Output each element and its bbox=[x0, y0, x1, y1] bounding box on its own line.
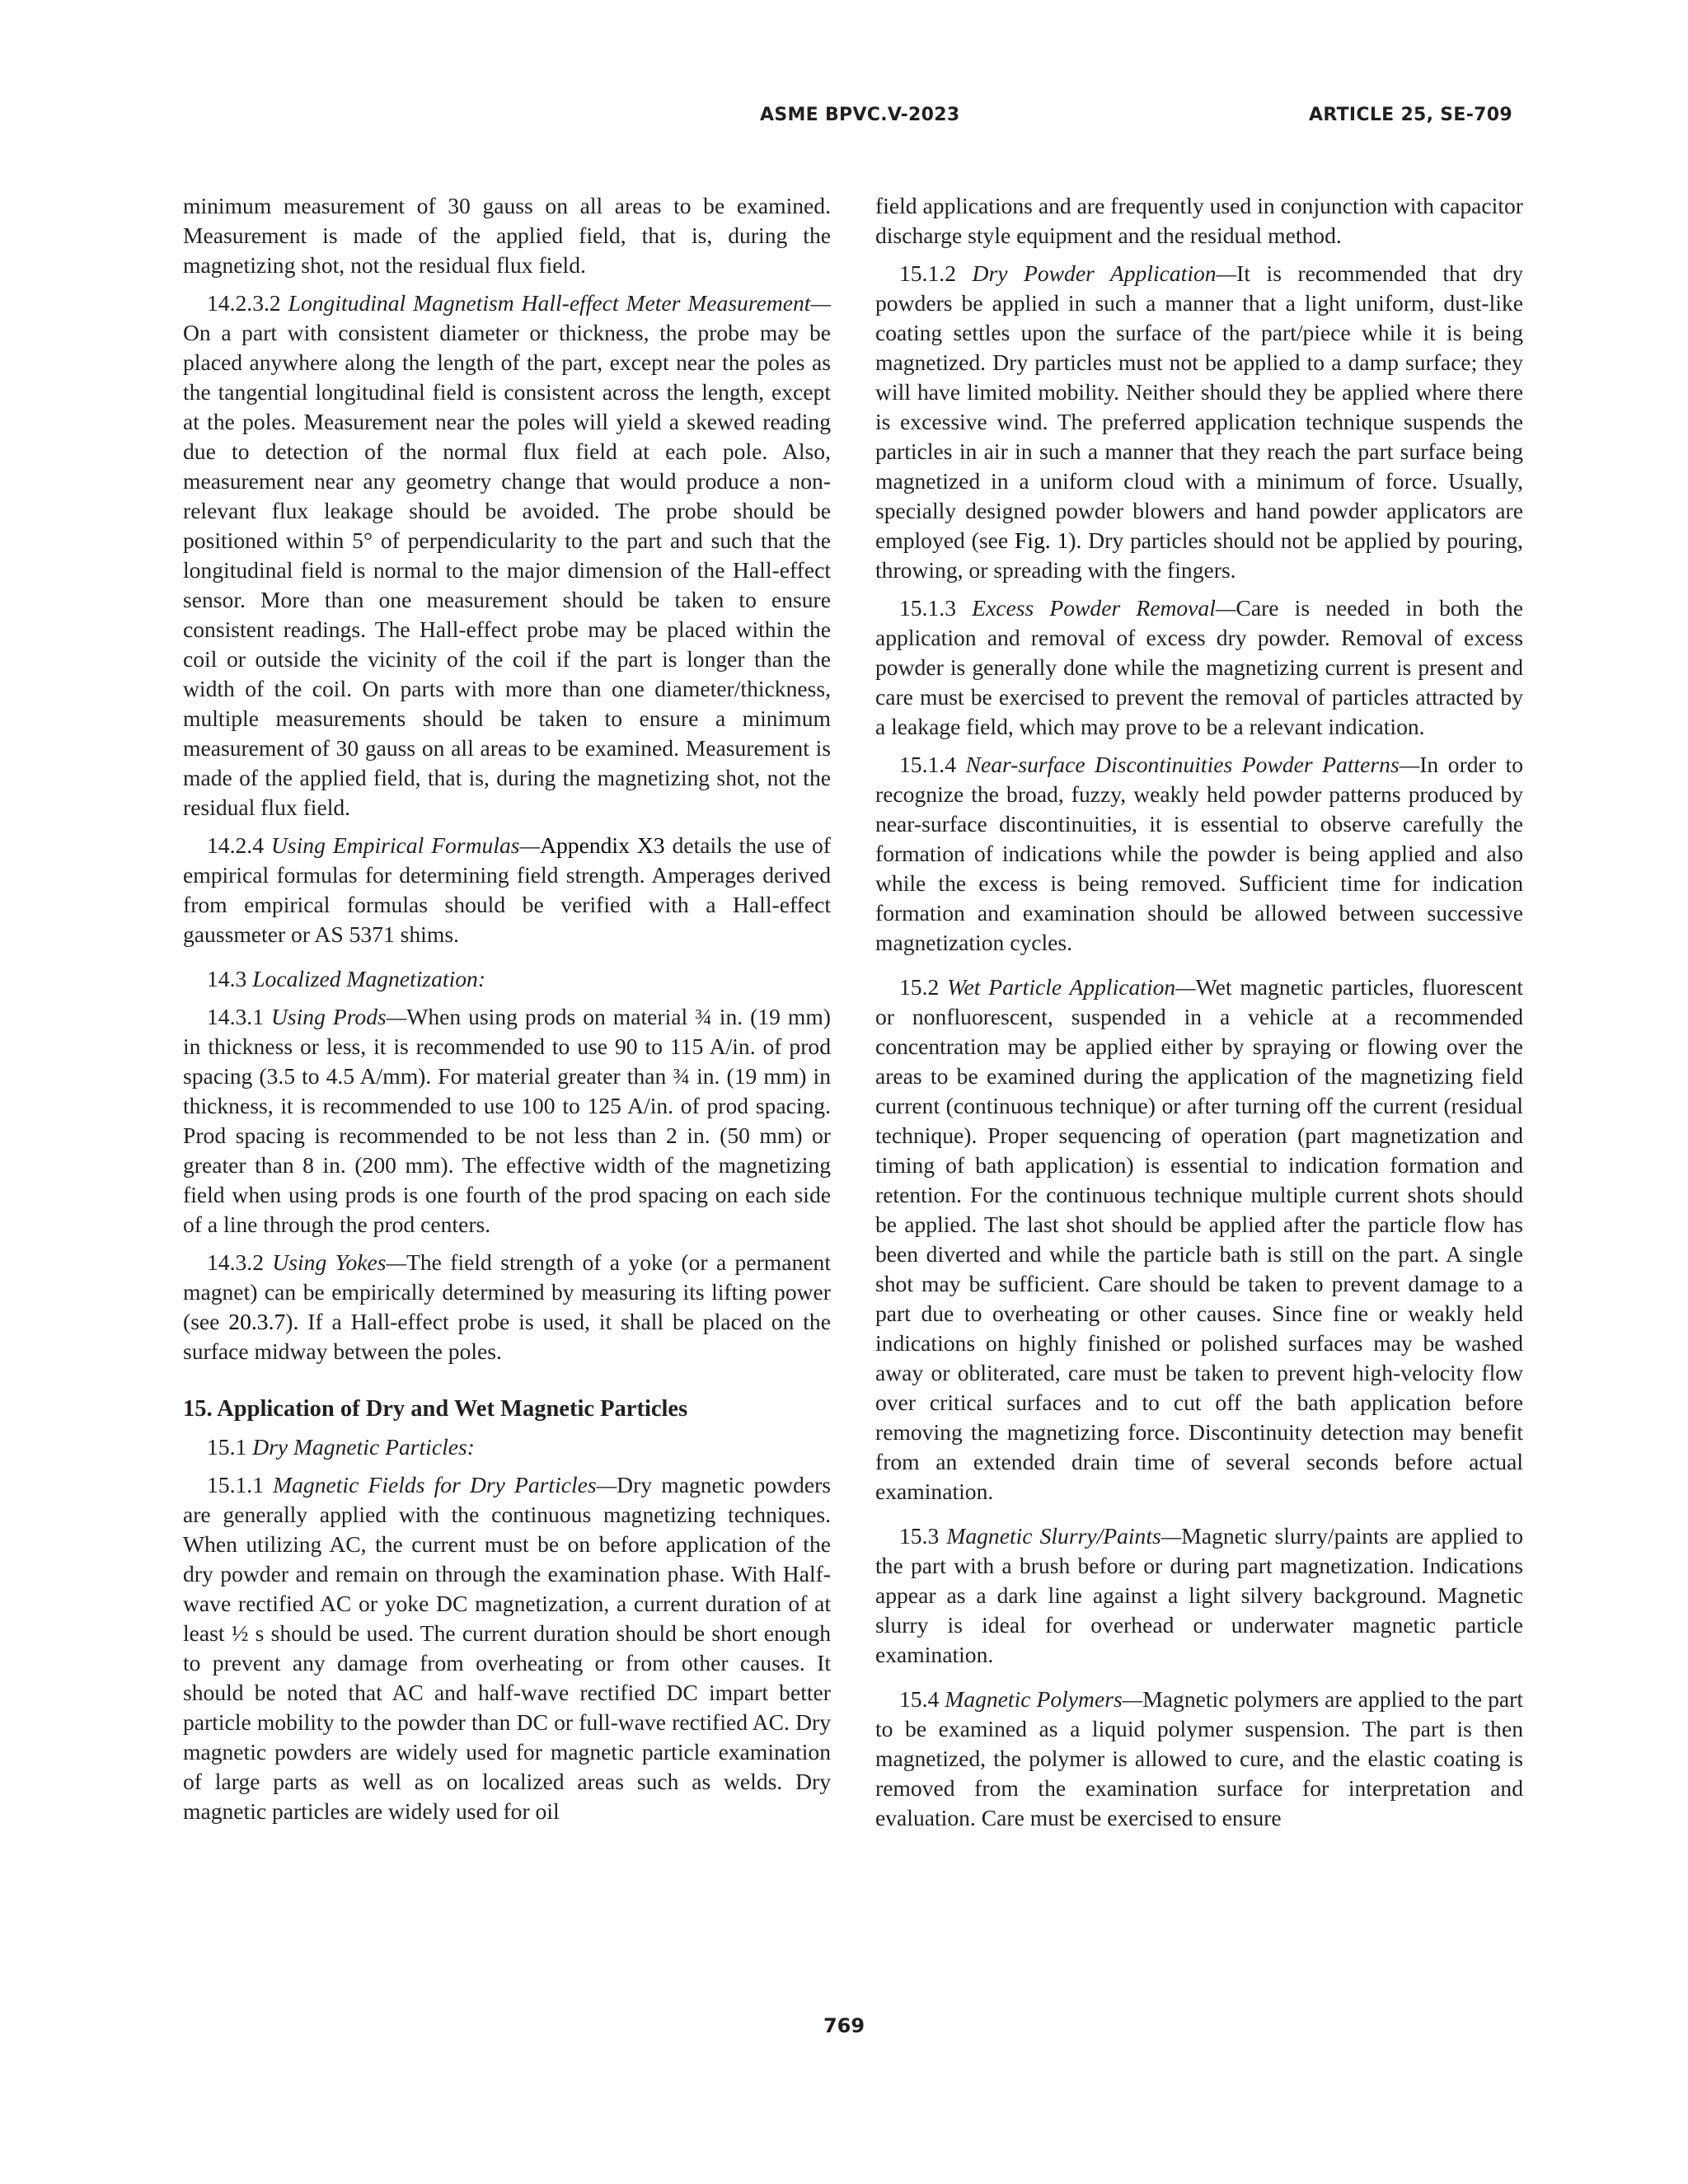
section-15-1-4: 15.1.4 Near-surface Discontinuities Powder Patterns—In order to recognize the broad, fuzzy, weakly held powder patterns produced by near-surface discontinuities, it is essential to observe carefully the formation of indications while the powder is being applied and also while the excess is being removed. Sufficient time for indication formation and examination should be allowed between successive magnetization cycles. bbox=[875, 752, 1524, 955]
section-15-2: 15.2 Wet Particle Application—Wet magnetic particles, fluorescent or nonfluorescent, suspended in a vehicle at a recommended concentration may be applied either by spraying or flowing over the areas to be examined during the application of the magnetizing field current (continuous technique) or after turning off the current (residual technique). Proper sequencing of operation (part magnetization and timing of bath application) is essential to indication formation and retention. For the continuous technique multiple current shots should be applied. The last shot should be applied after the particle flow has been diverted and while the particle bath is still on the part. A single shot may be sufficient. Care should be taken to prevent damage to a part due to overheating or other causes. Since fine or weakly held indications on highly finished or polished surfaces may be washed away or obliterated, care must be taken to prevent high-velocity flow over critical surfaces and to cut off the bath application before removing the magnetizing force. Discontinuity detection may benefit from an extended drain time of several seconds before actual examination. bbox=[875, 974, 1523, 1504]
paragraph-continuation-right: field applications and are frequently used in conjunction with capacitor discharge style equipment and the residual method. bbox=[875, 193, 1523, 248]
link-appendix-x3[interactable]: Appendix X3 bbox=[540, 832, 665, 858]
section-14-2-4: 14.2.4 Using Empirical Formulas—Appendix X3 details the use of empirical formulas for determining field strength. Amperages derived from empirical formulas should be verified with a Hall-effect gaussmeter or AS 5371 shims. bbox=[183, 832, 832, 947]
link-20-3-7[interactable]: 20.3.7 bbox=[228, 1309, 286, 1334]
left-column bbox=[183, 191, 831, 1826]
paragraph-continuation: minimum measurement of 30 gauss on all areas to be examined. Measurement is made of the applied field, that is, during the magnetizing shot, not the residual flux field. bbox=[183, 193, 831, 278]
section-15-1: 15.1 Dry Magnetic Particles: bbox=[207, 1434, 475, 1460]
page-number: 769 bbox=[823, 2014, 865, 2037]
section-15-1-2: 15.1.2 Dry Powder Application—It is recommended that dry powders be applied in such a manner that a light uniform, dust-like coating settles upon the surface of the part/piece while it is being magnetized. Dry particles must not be applied to a damp surface; they will have limited mobility. Neither should they be applied where there is excessive wind. The preferred application technique suspends the particles in air in such a manner that they reach the part surface being magnetized in a uniform cloud with a minimum of force. Usually, specially designed powder blowers and hand powder applicators are employed (see Fig. 1). Dry particles should not be applied by pouring, throwing, or spreading with the fingers. bbox=[875, 260, 1524, 583]
section-heading-15: 15. Application of Dry and Wet Magnetic Particles bbox=[183, 1396, 688, 1422]
section-14-3-1: 14.3.1 Using Prods—When using prods on material ¾ in. (19 mm) in thickness or less, it is recommended to use 90 to 115 A/in. of prod spacing (3.5 to 4.5 A/mm). For material greater than ¾ in. (19 mm) in thickness, it is recommended to use 100 to 125 A/in. of prod spacing. Prod spacing is recommended to be not less than 2 in. (50 mm) or greater than 8 in. (200 mm). The effective width of the magnetizing field when using prods is one fourth of the prod spacing on each side of a line through the prod centers. bbox=[183, 1004, 831, 1237]
header-standard: ASME BPVC.V-2023 bbox=[760, 105, 960, 125]
section-15-1-1: 15.1.1 Magnetic Fields for Dry Particles—Dry magnetic powders are generally applied with the continuous magnetizing techniques. When utilizing AC, the current must be on before application of the dry powder and remain on through the examination phase. With Half-wave rectified AC or yoke DC magnetization, a current duration of at least ½ s should be used. The current duration should be short enough to prevent any damage from overheating or from other causes. It should be noted that AC and half-wave rectified DC impart better particle mobility to the powder than DC or full-wave rectified AC. Dry magnetic powders are widely used for magnetic particle examination of large parts as well as on localized areas such as welds. Dry magnetic particles are widely used for oil bbox=[183, 1472, 831, 1824]
section-15-1-3: 15.1.3 Excess Powder Removal—Care is needed in both the application and removal of excess dry powder. Removal of excess powder is generally done while the magnetizing current is present and care must be exercised to prevent the removal of particles attracted by a leakage field, which may prove to be a relevant indication. bbox=[875, 595, 1523, 739]
section-14-2-3-2: 14.2.3.2 Longitudinal Magnetism Hall-effect Meter Measurement—On a part with consistent diameter or thickness, the probe may be placed anywhere along the length of the part, except near the poles as the tangential longitudinal field is consistent across the length, except at the poles. Measurement near the poles will yield a skewed reading due to detection of the normal flux field at each pole. Also, measurement near any geometry change that would produce a non-relevant flux leakage should be avoided. The probe should be positioned within 5° of perpendicularity to the part and such that the longitudinal field is normal to the major dimension of the Hall-effect sensor. More than one measurement should be taken to ensure consistent readings. The Hall-effect probe may be placed within the coil or outside the vicinity of the coil if the part is longer than the width of the coil. On parts with more than one diameter/thickness, multiple measurements should be taken to ensure a minimum measurement of 30 gauss on all areas to be examined. Measurement is made of the applied field, that is, during the magnetizing shot, not the residual flux field. bbox=[183, 290, 831, 820]
link-fig-1[interactable]: Fig. 1 bbox=[1014, 527, 1069, 553]
header-article: ARTICLE 25, SE-709 bbox=[1309, 105, 1512, 125]
section-14-3-2: 14.3.2 Using Yokes—The field strength of a yoke (or a permanent magnet) can be empirically determined by measuring its lifting power (see 20.3.7). If a Hall-effect probe is used, it shall be placed on the surface midway between the poles. bbox=[183, 1249, 831, 1364]
right-column bbox=[875, 191, 1523, 1833]
section-15-3: 15.3 Magnetic Slurry/Paints—Magnetic slurry/paints are applied to the part with a brush before or during part magnetization. Indications appear as a dark line against a light silvery background. Magnetic slurry is ideal for overhead or underwater magnetic particle examination. bbox=[875, 1523, 1523, 1667]
section-14-3: 14.3 Localized Magnetization: bbox=[207, 966, 486, 991]
section-15-4: 15.4 Magnetic Polymers—Magnetic polymers are applied to the part to be examined as a liquid polymer suspension. The part is then magnetized, the polymer is allowed to cure, and the elastic coating is removed from the examination surface for interpretation and evaluation. Care must be exercised to ensure bbox=[875, 1686, 1524, 1830]
page-header bbox=[0, 105, 1688, 138]
